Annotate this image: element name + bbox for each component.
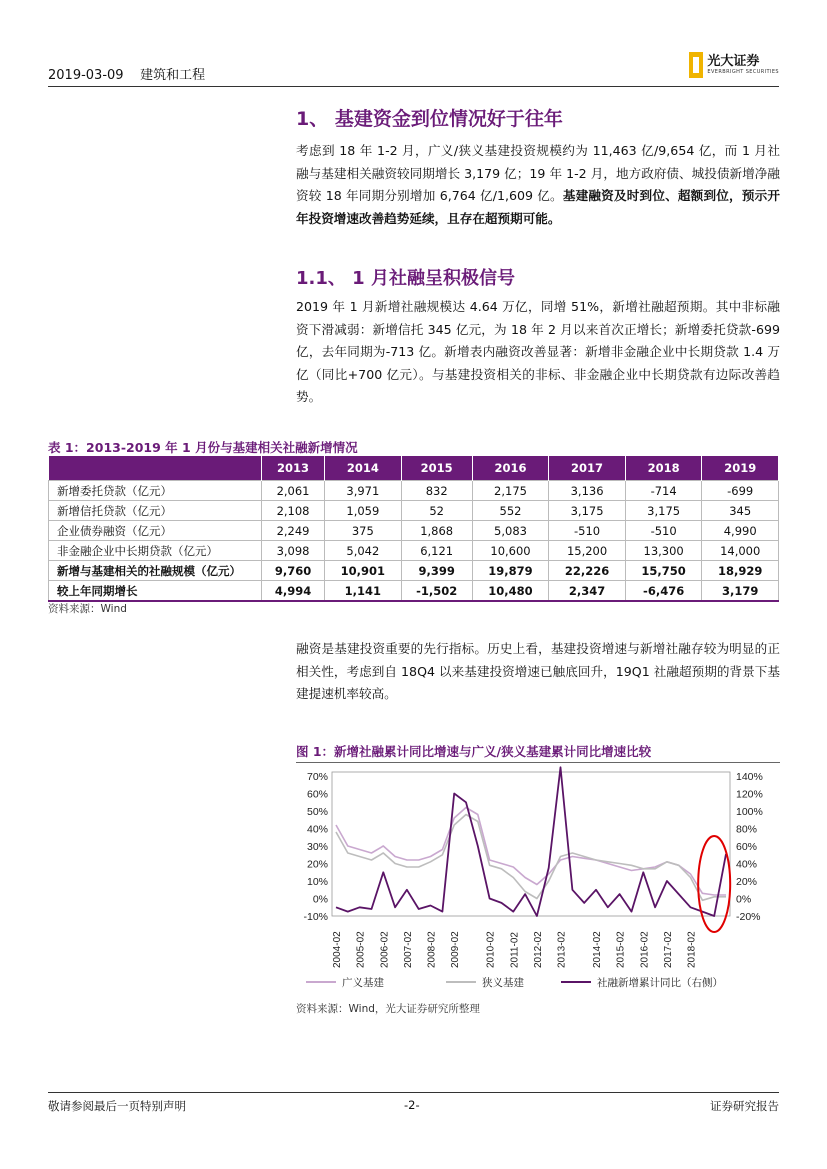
table-cell: 15,750 <box>625 561 702 581</box>
table-header-year: 2018 <box>625 456 702 481</box>
table-cell: 10,600 <box>472 541 549 561</box>
x-tick-label: 2012-02 <box>532 931 544 968</box>
logo-subtitle: EVERBRIGHT SECURITIES <box>707 69 779 75</box>
table-cell: 1,059 <box>325 501 402 521</box>
table-cell: 2,175 <box>472 481 549 501</box>
section-1-text: 考虑到 18 年 1-2 月，广义/狭义基建投资规模约为 11,463 亿/9,654 亿，而 1 月社融与基建相关融资较同期增长 3,179 亿；19 年 1-2 月，地方政府债、城投债新增净融资较 18 年同期分别增加 6,764 亿/1,609 亿。 <box>296 143 780 203</box>
table-cell: 3,971 <box>325 481 402 501</box>
table-header-year: 2017 <box>549 456 626 481</box>
y-left-tick-label: 30% <box>306 841 328 853</box>
table-cell: 14,000 <box>702 541 779 561</box>
line-chart <box>296 764 780 996</box>
table-cell: 15,200 <box>549 541 626 561</box>
legend-label: 广义基建 <box>342 977 384 989</box>
table-cell: 2,061 <box>262 481 325 501</box>
y-left-tick-label: -10% <box>303 911 328 923</box>
table-cell: 4,990 <box>702 521 779 541</box>
x-tick-label: 2004-02 <box>332 931 343 968</box>
x-tick-label: 2008-02 <box>426 931 438 968</box>
section-1-1-title: 1.1、 1 月社融呈积极信号 <box>296 268 515 289</box>
section-1-paragraph <box>296 140 780 230</box>
y-right-tick-label: 140% <box>736 771 763 783</box>
table-header-blank <box>49 456 262 481</box>
y-left-tick-label: 70% <box>306 771 328 783</box>
y-right-tick-label: -20% <box>736 911 761 923</box>
x-tick-label: 2013-02 <box>556 931 568 968</box>
table-title: 表 1：2013-2019 年 1 月份与基建相关社融新增情况 <box>48 440 358 455</box>
y-left-tick-label: 0% <box>312 893 328 906</box>
y-right-tick-label: 80% <box>736 823 758 836</box>
company-logo <box>689 52 779 78</box>
table-row-label: 非金融企业中长期贷款（亿元） <box>49 541 262 561</box>
table-cell: -1,502 <box>401 581 472 602</box>
y-right-tick-label: 0% <box>736 893 752 906</box>
table-row-label: 企业债券融资（亿元） <box>49 521 262 541</box>
table-cell: 5,083 <box>472 521 549 541</box>
header-date-section <box>48 64 205 83</box>
table-header-year: 2016 <box>472 456 549 481</box>
table-cell: 375 <box>325 521 402 541</box>
x-tick-label: 2011-02 <box>509 932 521 968</box>
figure-source: 资料来源：Wind，光大证券研究所整理 <box>296 1003 480 1015</box>
table-cell: 18,929 <box>702 561 779 581</box>
logo-name: 光大证券 <box>707 54 760 69</box>
table-cell: 4,994 <box>262 581 325 602</box>
x-tick-label: 2010-02 <box>485 931 497 968</box>
table-cell: 9,760 <box>262 561 325 581</box>
series-line-narrow-infra <box>336 815 726 901</box>
y-left-tick-label: 50% <box>306 806 328 818</box>
table-cell: 1,141 <box>325 581 402 602</box>
x-tick-label: 2014-02 <box>592 931 603 968</box>
table-cell: -510 <box>549 521 626 541</box>
x-tick-label: 2007-02 <box>402 931 414 968</box>
table-cell: 552 <box>472 501 549 521</box>
table-cell: 13,300 <box>625 541 702 561</box>
table-cell: 3,136 <box>549 481 626 501</box>
table-cell: 52 <box>401 501 472 521</box>
table-row <box>49 541 779 561</box>
table-header-year: 2019 <box>702 456 779 481</box>
table-cell: 5,042 <box>325 541 402 561</box>
x-tick-label: 2016-02 <box>639 931 651 968</box>
table-row-label: 较上年同期增长 <box>49 581 262 602</box>
table-header-row <box>49 456 779 481</box>
section-1-bold-text: 基建融资及时到位、超额到位，预示开年投资增速改善趋势延续，且存在超预期可能。 <box>296 188 781 226</box>
table-cell: 832 <box>401 481 472 501</box>
x-tick-label: 2005-02 <box>355 931 367 968</box>
x-tick-label: 2006-02 <box>379 931 391 968</box>
table-row <box>49 481 779 501</box>
table-cell: 6,121 <box>401 541 472 561</box>
y-right-tick-label: 60% <box>736 841 758 853</box>
table-cell: 10,901 <box>325 561 402 581</box>
table-cell: 3,175 <box>625 501 702 521</box>
analysis-paragraph: 融资是基建投资重要的先行指标。历史上看，基建投资增速与新增社融存较为明显的正相关性，考虑到自 18Q4 以来基建投资增速已触底回升，19Q1 社融超预期的背景下基建提速机率较高。 <box>296 641 780 701</box>
table-row-label: 新增与基建相关的社融规模（亿元） <box>49 561 262 581</box>
y-left-tick-label: 60% <box>306 788 328 801</box>
legend-label: 社融新增累计同比（右侧） <box>597 977 723 989</box>
table-cell: 10,480 <box>472 581 549 602</box>
header-divider <box>48 86 779 87</box>
y-left-tick-label: 20% <box>306 858 328 871</box>
section-1-title: 1、 基建资金到位情况好于往年 <box>296 108 563 130</box>
table-cell: 2,347 <box>549 581 626 602</box>
page-number: -2- <box>404 1098 420 1112</box>
y-right-tick-label: 40% <box>736 858 758 871</box>
table-cell: 1,868 <box>401 521 472 541</box>
table-row <box>49 501 779 521</box>
x-tick-label: 2018-02 <box>686 931 698 968</box>
x-tick-label: 2017-02 <box>662 931 674 968</box>
x-tick-label: 2009-02 <box>450 931 462 968</box>
footer-report-type: 证券研究报告 <box>710 1099 779 1113</box>
logo-mark-icon <box>689 52 703 78</box>
table-cell: 3,175 <box>549 501 626 521</box>
y-left-tick-label: 40% <box>306 823 328 836</box>
figure-divider <box>296 762 780 763</box>
header-date: 2019-03-09 <box>48 68 124 83</box>
table-cell: -6,476 <box>625 581 702 602</box>
x-tick-label: 2015-02 <box>615 931 627 968</box>
figure-title: 图 1：新增社融累计同比增速与广义/狭义基建累计同比增速比较 <box>296 744 652 759</box>
table-cell: 3,179 <box>702 581 779 602</box>
financing-table <box>48 456 779 602</box>
series-line-social-financing <box>336 767 726 916</box>
highlight-circle <box>698 836 730 932</box>
table-header-year: 2013 <box>262 456 325 481</box>
table-row <box>49 581 779 602</box>
table-row <box>49 561 779 581</box>
footer-divider <box>48 1092 779 1093</box>
table-row <box>49 521 779 541</box>
table-cell: -714 <box>625 481 702 501</box>
y-right-tick-label: 120% <box>736 788 763 801</box>
table-cell: 2,249 <box>262 521 325 541</box>
y-left-tick-label: 10% <box>306 876 328 888</box>
table-cell: 3,098 <box>262 541 325 561</box>
table-row-label: 新增信托贷款（亿元） <box>49 501 262 521</box>
table-header-year: 2015 <box>401 456 472 481</box>
table-cell: 2,108 <box>262 501 325 521</box>
table-header-year: 2014 <box>325 456 402 481</box>
table-cell: -510 <box>625 521 702 541</box>
legend-label: 狭义基建 <box>482 977 524 989</box>
table-cell: 345 <box>702 501 779 521</box>
table-cell: 19,879 <box>472 561 549 581</box>
table-cell: 9,399 <box>401 561 472 581</box>
header-section: 建筑和工程 <box>140 68 206 83</box>
table-cell: 22,226 <box>549 561 626 581</box>
section-1-1-paragraph: 2019 年 1 月新增社融规模达 4.64 万亿，同增 51%，新增社融超预期。其中非标融资下滑减弱：新增信托 345 亿元，为 18 年 2 月以来首次正增长；新增委托贷款-699 亿，去年同期为-713 亿。新增表内融资改善显著：新增非金融企业中长期贷款 1.4 万亿（同比+700 亿元）。与基建投资相关的非标、非金融企业中长期贷款有边际改善趋势。 <box>296 299 780 404</box>
table-cell: -699 <box>702 481 779 501</box>
footer-disclaimer: 敬请参阅最后一页特别声明 <box>48 1099 186 1113</box>
table-source: 资料来源：Wind <box>48 603 127 615</box>
y-right-tick-label: 20% <box>736 876 758 888</box>
table-row-label: 新增委托贷款（亿元） <box>49 481 262 501</box>
y-right-tick-label: 100% <box>736 806 763 818</box>
page-header <box>48 50 779 86</box>
